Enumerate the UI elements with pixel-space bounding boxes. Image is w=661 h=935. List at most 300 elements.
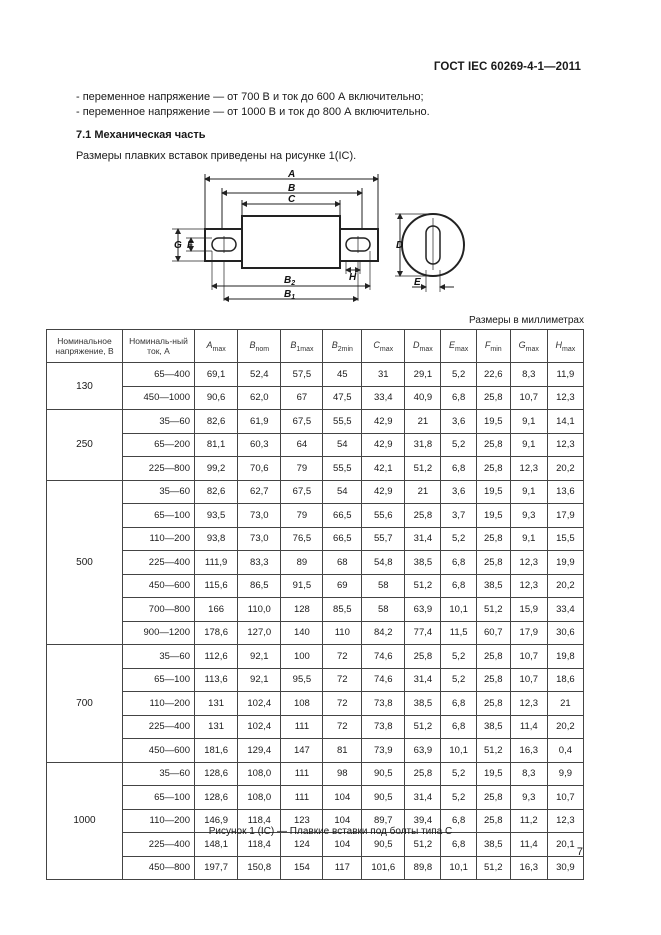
value-cell: 82,6 (195, 480, 238, 504)
table-row (47, 386, 584, 410)
value-cell: 181,6 (195, 739, 238, 763)
value-cell: 18,6 (547, 668, 583, 692)
voltage-cell: 130 (47, 363, 123, 410)
value-cell: 197,7 (195, 856, 238, 880)
value-cell: 5,2 (441, 363, 476, 387)
value-cell: 79 (281, 457, 323, 481)
value-cell: 30,6 (547, 621, 583, 645)
value-cell: 104 (323, 809, 362, 833)
table-row (47, 621, 584, 645)
value-cell: 123 (281, 809, 323, 833)
table-row (47, 715, 584, 739)
fuse-dimension-drawing (150, 166, 510, 311)
header-col-h-max: $H_{max}$ (547, 330, 583, 363)
value-cell: 33,4 (362, 386, 405, 410)
value-cell: 131 (195, 715, 238, 739)
header-col-b-1max: $B_{1max}$ (281, 330, 323, 363)
value-cell: 38,5 (476, 574, 510, 598)
value-cell: 10,7 (510, 668, 547, 692)
value-cell: 40,9 (405, 386, 441, 410)
voltage-cell: 250 (47, 410, 123, 481)
value-cell: 148,1 (195, 833, 238, 857)
value-cell: 68 (323, 551, 362, 575)
value-cell: 51,2 (405, 715, 441, 739)
value-cell: 55,5 (323, 457, 362, 481)
value-cell: 9,1 (510, 527, 547, 551)
header-col-c-max: $C_{max}$ (362, 330, 405, 363)
value-cell: 166 (195, 598, 238, 622)
value-cell: 115,6 (195, 574, 238, 598)
value-cell: 79 (281, 504, 323, 528)
value-cell: 67,5 (281, 410, 323, 434)
page-number: 7 (576, 846, 583, 858)
value-cell: 15,9 (510, 598, 547, 622)
dim-label-d: D (396, 240, 404, 251)
document-header: ГОСТ IEC 60269-4-1—2011 (433, 61, 581, 73)
value-cell: 66,5 (323, 527, 362, 551)
value-cell: 10,1 (441, 739, 476, 763)
value-cell: 16,3 (510, 856, 547, 880)
value-cell: 58 (362, 598, 405, 622)
value-cell: 31 (362, 363, 405, 387)
value-cell: 13,6 (547, 480, 583, 504)
current-cell: 35—60 (123, 645, 195, 669)
value-cell: 47,5 (323, 386, 362, 410)
value-cell: 10,7 (547, 786, 583, 810)
value-cell: 12,3 (547, 433, 583, 457)
current-cell: 35—60 (123, 410, 195, 434)
current-cell: 225—400 (123, 715, 195, 739)
value-cell: 73,0 (238, 527, 281, 551)
value-cell: 62,0 (238, 386, 281, 410)
value-cell: 20,2 (547, 457, 583, 481)
value-cell: 67,5 (281, 480, 323, 504)
dim-label-b2: $B_2$ (284, 275, 296, 287)
value-cell: 19,9 (547, 551, 583, 575)
value-cell: 0,4 (547, 739, 583, 763)
current-cell: 65—100 (123, 504, 195, 528)
value-cell: 12,3 (510, 551, 547, 575)
current-cell: 110—200 (123, 692, 195, 716)
value-cell: 6,8 (441, 457, 476, 481)
value-cell: 20,2 (547, 715, 583, 739)
value-cell: 110 (323, 621, 362, 645)
current-cell: 110—200 (123, 809, 195, 833)
dim-label-a: A (288, 169, 296, 180)
value-cell: 72 (323, 692, 362, 716)
value-cell: 30,9 (547, 856, 583, 880)
value-cell: 178,6 (195, 621, 238, 645)
value-cell: 25,8 (476, 786, 510, 810)
value-cell: 89 (281, 551, 323, 575)
dim-label-b1: $B_1$ (284, 289, 296, 301)
value-cell: 72 (323, 645, 362, 669)
value-cell: 19,5 (476, 504, 510, 528)
value-cell: 39,4 (405, 809, 441, 833)
value-cell: 51,2 (405, 574, 441, 598)
value-cell: 12,3 (547, 809, 583, 833)
table-row (47, 598, 584, 622)
value-cell: 108,0 (238, 762, 281, 786)
table-row (47, 410, 584, 434)
value-cell: 5,2 (441, 668, 476, 692)
voltage-cell: 500 (47, 480, 123, 645)
value-cell: 93,5 (195, 504, 238, 528)
value-cell: 12,3 (547, 386, 583, 410)
header-col-a-max: $A_{max}$ (195, 330, 238, 363)
value-cell: 89,7 (362, 809, 405, 833)
header-col-b-nom: $B_{nom}$ (238, 330, 281, 363)
value-cell: 54 (323, 433, 362, 457)
value-cell: 6,8 (441, 551, 476, 575)
current-cell: 110—200 (123, 527, 195, 551)
value-cell: 11,4 (510, 715, 547, 739)
current-cell: 65—200 (123, 433, 195, 457)
dimensions-table (46, 329, 584, 880)
value-cell: 3,7 (441, 504, 476, 528)
value-cell: 11,9 (547, 363, 583, 387)
value-cell: 6,8 (441, 809, 476, 833)
voltage-cell: 1000 (47, 762, 123, 880)
value-cell: 10,1 (441, 598, 476, 622)
value-cell: 81 (323, 739, 362, 763)
value-cell: 83,3 (238, 551, 281, 575)
value-cell: 25,8 (405, 645, 441, 669)
current-cell: 65—100 (123, 668, 195, 692)
value-cell: 31,4 (405, 668, 441, 692)
table-row (47, 527, 584, 551)
current-cell: 225—800 (123, 457, 195, 481)
value-cell: 76,5 (281, 527, 323, 551)
value-cell: 3,6 (441, 480, 476, 504)
current-cell: 450—800 (123, 856, 195, 880)
value-cell: 67 (281, 386, 323, 410)
current-cell: 225—400 (123, 833, 195, 857)
value-cell: 10,7 (510, 386, 547, 410)
value-cell: 31,8 (405, 433, 441, 457)
value-cell: 31,4 (405, 527, 441, 551)
value-cell: 111,9 (195, 551, 238, 575)
current-cell: 35—60 (123, 762, 195, 786)
value-cell: 69 (323, 574, 362, 598)
value-cell: 85,5 (323, 598, 362, 622)
table-body (47, 363, 584, 880)
value-cell: 82,6 (195, 410, 238, 434)
value-cell: 3,6 (441, 410, 476, 434)
value-cell: 150,8 (238, 856, 281, 880)
value-cell: 104 (323, 833, 362, 857)
value-cell: 129,4 (238, 739, 281, 763)
value-cell: 81,1 (195, 433, 238, 457)
value-cell: 72 (323, 668, 362, 692)
value-cell: 25,8 (476, 457, 510, 481)
value-cell: 72 (323, 715, 362, 739)
value-cell: 55,6 (362, 504, 405, 528)
units-note: Размеры в миллиметрах (469, 315, 584, 326)
value-cell: 95,5 (281, 668, 323, 692)
value-cell: 63,9 (405, 739, 441, 763)
value-cell: 140 (281, 621, 323, 645)
value-cell: 20,1 (547, 833, 583, 857)
value-cell: 51,2 (405, 457, 441, 481)
value-cell: 11,2 (510, 809, 547, 833)
value-cell: 52,4 (238, 363, 281, 387)
table-row (47, 480, 584, 504)
value-cell: 19,5 (476, 410, 510, 434)
value-cell: 25,8 (476, 645, 510, 669)
current-cell: 900—1200 (123, 621, 195, 645)
value-cell: 102,4 (238, 692, 281, 716)
value-cell: 117 (323, 856, 362, 880)
value-cell: 90,5 (362, 762, 405, 786)
value-cell: 21 (547, 692, 583, 716)
table-row (47, 363, 584, 387)
value-cell: 5,2 (441, 433, 476, 457)
current-cell: 450—600 (123, 739, 195, 763)
value-cell: 51,2 (476, 739, 510, 763)
value-cell: 111 (281, 786, 323, 810)
value-cell: 25,8 (405, 762, 441, 786)
value-cell: 14,1 (547, 410, 583, 434)
value-cell: 8,3 (510, 363, 547, 387)
header-col-e-max: $E_{max}$ (441, 330, 476, 363)
value-cell: 118,4 (238, 809, 281, 833)
value-cell: 55,7 (362, 527, 405, 551)
value-cell: 10,1 (441, 856, 476, 880)
header-col-g-max: $G_{max}$ (510, 330, 547, 363)
value-cell: 90,5 (362, 833, 405, 857)
current-cell: 225—400 (123, 551, 195, 575)
value-cell: 84,2 (362, 621, 405, 645)
value-cell: 128,6 (195, 786, 238, 810)
value-cell: 99,2 (195, 457, 238, 481)
value-cell: 38,5 (405, 692, 441, 716)
table-row (47, 645, 584, 669)
dim-label-b: B (288, 183, 296, 194)
table-row (47, 856, 584, 880)
value-cell: 12,3 (510, 692, 547, 716)
value-cell: 25,8 (405, 504, 441, 528)
current-cell: 65—100 (123, 786, 195, 810)
intro-text: Размеры плавких вставок приведены на рисунке 1(IC). (76, 150, 357, 162)
value-cell: 11,4 (510, 833, 547, 857)
value-cell: 19,8 (547, 645, 583, 669)
value-cell: 73,8 (362, 715, 405, 739)
value-cell: 131 (195, 692, 238, 716)
dim-label-g: G (174, 240, 182, 251)
value-cell: 15,5 (547, 527, 583, 551)
value-cell: 74,6 (362, 645, 405, 669)
value-cell: 31,4 (405, 786, 441, 810)
value-cell: 74,6 (362, 668, 405, 692)
value-cell: 61,9 (238, 410, 281, 434)
value-cell: 90,6 (195, 386, 238, 410)
value-cell: 6,8 (441, 692, 476, 716)
value-cell: 54 (323, 480, 362, 504)
value-cell: 93,8 (195, 527, 238, 551)
table-row (47, 668, 584, 692)
header-col-f-min: $F_{min}$ (476, 330, 510, 363)
section-title: 7.1 Механическая часть (76, 129, 206, 141)
value-cell: 9,1 (510, 433, 547, 457)
value-cell: 70,6 (238, 457, 281, 481)
dim-label-h: H (349, 272, 357, 283)
table-row (47, 433, 584, 457)
table-row (47, 551, 584, 575)
figure-caption: Рисунок 1 (IC) — Плавкие вставки под болты типа С (208, 826, 453, 837)
value-cell: 57,5 (281, 363, 323, 387)
value-cell: 108 (281, 692, 323, 716)
value-cell: 10,7 (510, 645, 547, 669)
table-row (47, 692, 584, 716)
value-cell: 5,2 (441, 645, 476, 669)
current-cell: 450—1000 (123, 386, 195, 410)
value-cell: 92,1 (238, 668, 281, 692)
value-cell: 25,8 (476, 527, 510, 551)
value-cell: 54,8 (362, 551, 405, 575)
value-cell: 6,8 (441, 574, 476, 598)
header-col-d-max: $D_{max}$ (405, 330, 441, 363)
value-cell: 9,1 (510, 480, 547, 504)
value-cell: 42,9 (362, 433, 405, 457)
value-cell: 128 (281, 598, 323, 622)
value-cell: 112,6 (195, 645, 238, 669)
value-cell: 22,6 (476, 363, 510, 387)
table-row (47, 739, 584, 763)
value-cell: 60,3 (238, 433, 281, 457)
value-cell: 118,4 (238, 833, 281, 857)
value-cell: 8,3 (510, 762, 547, 786)
value-cell: 20,2 (547, 574, 583, 598)
value-cell: 42,1 (362, 457, 405, 481)
table-row (47, 574, 584, 598)
value-cell: 25,8 (476, 692, 510, 716)
header-voltage: Номинальное напряжение, В (47, 330, 123, 363)
value-cell: 101,6 (362, 856, 405, 880)
value-cell: 55,5 (323, 410, 362, 434)
value-cell: 51,2 (476, 856, 510, 880)
value-cell: 100 (281, 645, 323, 669)
value-cell: 19,5 (476, 480, 510, 504)
value-cell: 63,9 (405, 598, 441, 622)
value-cell: 73,0 (238, 504, 281, 528)
value-cell: 111 (281, 715, 323, 739)
value-cell: 38,5 (405, 551, 441, 575)
value-cell: 5,2 (441, 786, 476, 810)
table-row (47, 786, 584, 810)
value-cell: 154 (281, 856, 323, 880)
table-row (47, 457, 584, 481)
value-cell: 25,8 (476, 809, 510, 833)
value-cell: 64 (281, 433, 323, 457)
value-cell: 45 (323, 363, 362, 387)
value-cell: 66,5 (323, 504, 362, 528)
header-col-b-2min: $B_{2min}$ (323, 330, 362, 363)
value-cell: 12,3 (510, 457, 547, 481)
current-cell: 700—800 (123, 598, 195, 622)
current-cell: 450—600 (123, 574, 195, 598)
value-cell: 113,6 (195, 668, 238, 692)
value-cell: 38,5 (476, 833, 510, 857)
value-cell: 16,3 (510, 739, 547, 763)
value-cell: 5,2 (441, 762, 476, 786)
value-cell: 90,5 (362, 786, 405, 810)
value-cell: 60,7 (476, 621, 510, 645)
value-cell: 11,5 (441, 621, 476, 645)
value-cell: 91,5 (281, 574, 323, 598)
value-cell: 21 (405, 410, 441, 434)
dim-label-f: F (187, 240, 194, 251)
value-cell: 98 (323, 762, 362, 786)
value-cell: 33,4 (547, 598, 583, 622)
value-cell: 9,9 (547, 762, 583, 786)
value-cell: 6,8 (441, 833, 476, 857)
dim-label-e: E (414, 277, 421, 288)
value-cell: 9,3 (510, 786, 547, 810)
value-cell: 17,9 (510, 621, 547, 645)
header-current: Номиналь-ный ток, А (123, 330, 195, 363)
table-header-row (47, 330, 584, 363)
value-cell: 21 (405, 480, 441, 504)
value-cell: 104 (323, 786, 362, 810)
value-cell: 146,9 (195, 809, 238, 833)
value-cell: 51,2 (405, 833, 441, 857)
value-cell: 25,8 (476, 668, 510, 692)
value-cell: 89,8 (405, 856, 441, 880)
value-cell: 102,4 (238, 715, 281, 739)
value-cell: 147 (281, 739, 323, 763)
value-cell: 25,8 (476, 551, 510, 575)
value-cell: 73,9 (362, 739, 405, 763)
value-cell: 92,1 (238, 645, 281, 669)
value-cell: 6,8 (441, 386, 476, 410)
value-cell: 25,8 (476, 386, 510, 410)
value-cell: 17,9 (547, 504, 583, 528)
table-row (47, 762, 584, 786)
value-cell: 12,3 (510, 574, 547, 598)
value-cell: 42,9 (362, 480, 405, 504)
value-cell: 128,6 (195, 762, 238, 786)
value-cell: 9,1 (510, 410, 547, 434)
value-cell: 62,7 (238, 480, 281, 504)
value-cell: 86,5 (238, 574, 281, 598)
value-cell: 51,2 (476, 598, 510, 622)
text-line-ac-1000: - переменное напряжение — от 1000 В и ток до 800 А включительно. (76, 106, 430, 118)
table-row (47, 504, 584, 528)
value-cell: 111 (281, 762, 323, 786)
value-cell: 73,8 (362, 692, 405, 716)
current-cell: 65—400 (123, 363, 195, 387)
value-cell: 5,2 (441, 527, 476, 551)
value-cell: 42,9 (362, 410, 405, 434)
value-cell: 108,0 (238, 786, 281, 810)
value-cell: 29,1 (405, 363, 441, 387)
dim-label-c: C (288, 194, 296, 205)
value-cell: 77,4 (405, 621, 441, 645)
value-cell: 9,3 (510, 504, 547, 528)
value-cell: 25,8 (476, 433, 510, 457)
value-cell: 19,5 (476, 762, 510, 786)
value-cell: 124 (281, 833, 323, 857)
current-cell: 35—60 (123, 480, 195, 504)
value-cell: 6,8 (441, 715, 476, 739)
value-cell: 69,1 (195, 363, 238, 387)
text-line-ac-700: - переменное напряжение — от 700 В и ток до 600 А включительно; (76, 91, 424, 103)
value-cell: 110,0 (238, 598, 281, 622)
value-cell: 38,5 (476, 715, 510, 739)
voltage-cell: 700 (47, 645, 123, 763)
value-cell: 127,0 (238, 621, 281, 645)
